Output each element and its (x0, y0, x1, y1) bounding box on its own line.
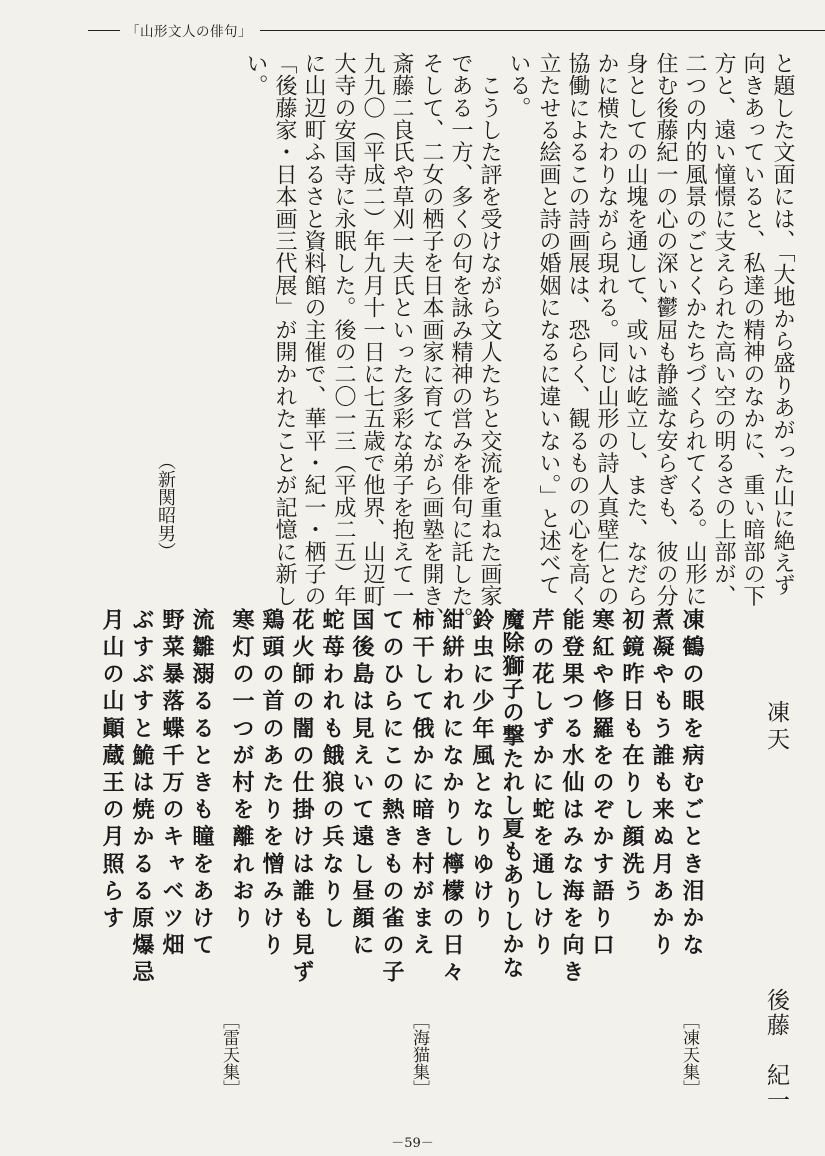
prose-column: 立たせる絵画と詩の婚姻になるに違いない。」と述べて (536, 52, 561, 596)
prose-column: 斎藤二良氏や草刈一夫氏といった多彩な弟子を抱えて一 (389, 52, 414, 607)
prose-column: 大寺の安国寺に永眠した。後の二〇一三（平成二五）年 (331, 52, 356, 607)
prose-column: と題した文面には、「大地から盛りあがった山に絶えず (770, 52, 795, 596)
prose-column: 住む後藤紀一の心の深い鬱屈も静謐な安らぎも、彼の分 (653, 52, 678, 607)
haiku-line: 柿干して俄かに暗き村がまえ (409, 608, 434, 961)
haiku-source: ［凍天集］ (679, 1012, 699, 1097)
header-rule-right (260, 30, 825, 31)
haiku-line: 魔除獅子の撃たれし夏もありしかな (499, 608, 524, 980)
haiku-source: ［海猫集］ (409, 1012, 429, 1097)
haiku-line: 紺絣われになかりし檸檬の日々 (439, 608, 464, 988)
haiku-line: 芹の花しずかに蛇を通しけり (529, 608, 554, 961)
haiku-line: 鈴虫に少年風となりゆけり (469, 608, 494, 934)
prose-column: である一方、多くの句を詠み精神の営みを俳句に託した。 (448, 52, 473, 630)
haiku-line: 月山の山顚蔵王の月照らす (99, 608, 124, 934)
header-rule-left (88, 30, 120, 31)
prose-column: かに横たわりながら現れる。同じ山形の詩人真壁仁との (594, 52, 619, 607)
prose-column: 方と、遠い憧憬に支えられた高い空の明るさの上部が、 (711, 52, 736, 607)
prose-column: 二つの内的風景のごとくかたちづくられてくる。山形に (682, 52, 707, 607)
haiku-line: 寒灯の一つが村を離れおり (229, 608, 254, 934)
running-header (88, 20, 825, 40)
haiku-source: ［雷天集］ (219, 1012, 239, 1097)
prose-column: 「後藤家・日本画三代展」が開かれたことが記憶に新し (272, 52, 297, 607)
page-number: －59－ (391, 1136, 434, 1151)
haiku-line: 能登果つる水仙はみな海を向き (559, 608, 584, 988)
prose-column: 向きあっていると、私達の精神のなかに、重い暗部の下 (740, 52, 765, 607)
haiku-line: 野菜暴落蝶千万のキャベツ畑 (159, 608, 184, 961)
prose-column: そして、二女の栖子を日本画家に育てながら画塾を開き、 (419, 52, 444, 630)
prose-column: いる。 (506, 52, 531, 119)
haiku-line: 国後島は見えいて遠し昼顔に (349, 608, 374, 961)
haiku-line: 蛇苺われも餓狼の兵なりし (319, 608, 344, 934)
prose-column: 協働によるこの詩画展は、恐らく、観るものの心を高く (565, 52, 590, 607)
haiku-line: 初鏡昨日も在りし顔洗う (619, 608, 644, 907)
haiku-line: 寒紅や修羅をのぞかす語り口 (589, 608, 614, 961)
haiku-line: ぶすぶすと鮠は焼かるる原爆忌 (129, 608, 154, 988)
prose-column: 九九〇（平成二）年九月十一日に七五歳で他界、山辺町 (360, 52, 385, 607)
haiku-line: 煮凝やもう誰も来ぬ月あかり (649, 608, 674, 961)
author-name: 後藤 紀一 (763, 988, 789, 1113)
haiku-line: 鶏頭の首のあたりを憎みけり (259, 608, 284, 961)
prose-column: 身としての山塊を通して、或いは屹立し、また、なだら (623, 52, 648, 607)
prose-column: こうした評を受けながら文人たちと交流を重ねた画家 (477, 52, 502, 607)
prose-column: い。 (243, 52, 268, 97)
haiku-line: てのひらにこの熱きもの雀の子 (379, 608, 404, 988)
haiku-line: 花火師の闇の仕掛けは誰も見ず (289, 608, 314, 988)
haiku-line: 流雛溺るるときも瞳をあけて (189, 608, 214, 961)
header-title: 「山形文人の俳句」 (126, 24, 252, 40)
section-title: 凍天 (763, 700, 789, 754)
haiku-line: 凍鶴の眼を病むごとき泪かな (679, 608, 704, 961)
prose-column: に山辺町ふるさと資料館の主催で、華平・紀一・栖子の (301, 52, 326, 607)
prose-byline: （新関昭男） (155, 452, 176, 560)
